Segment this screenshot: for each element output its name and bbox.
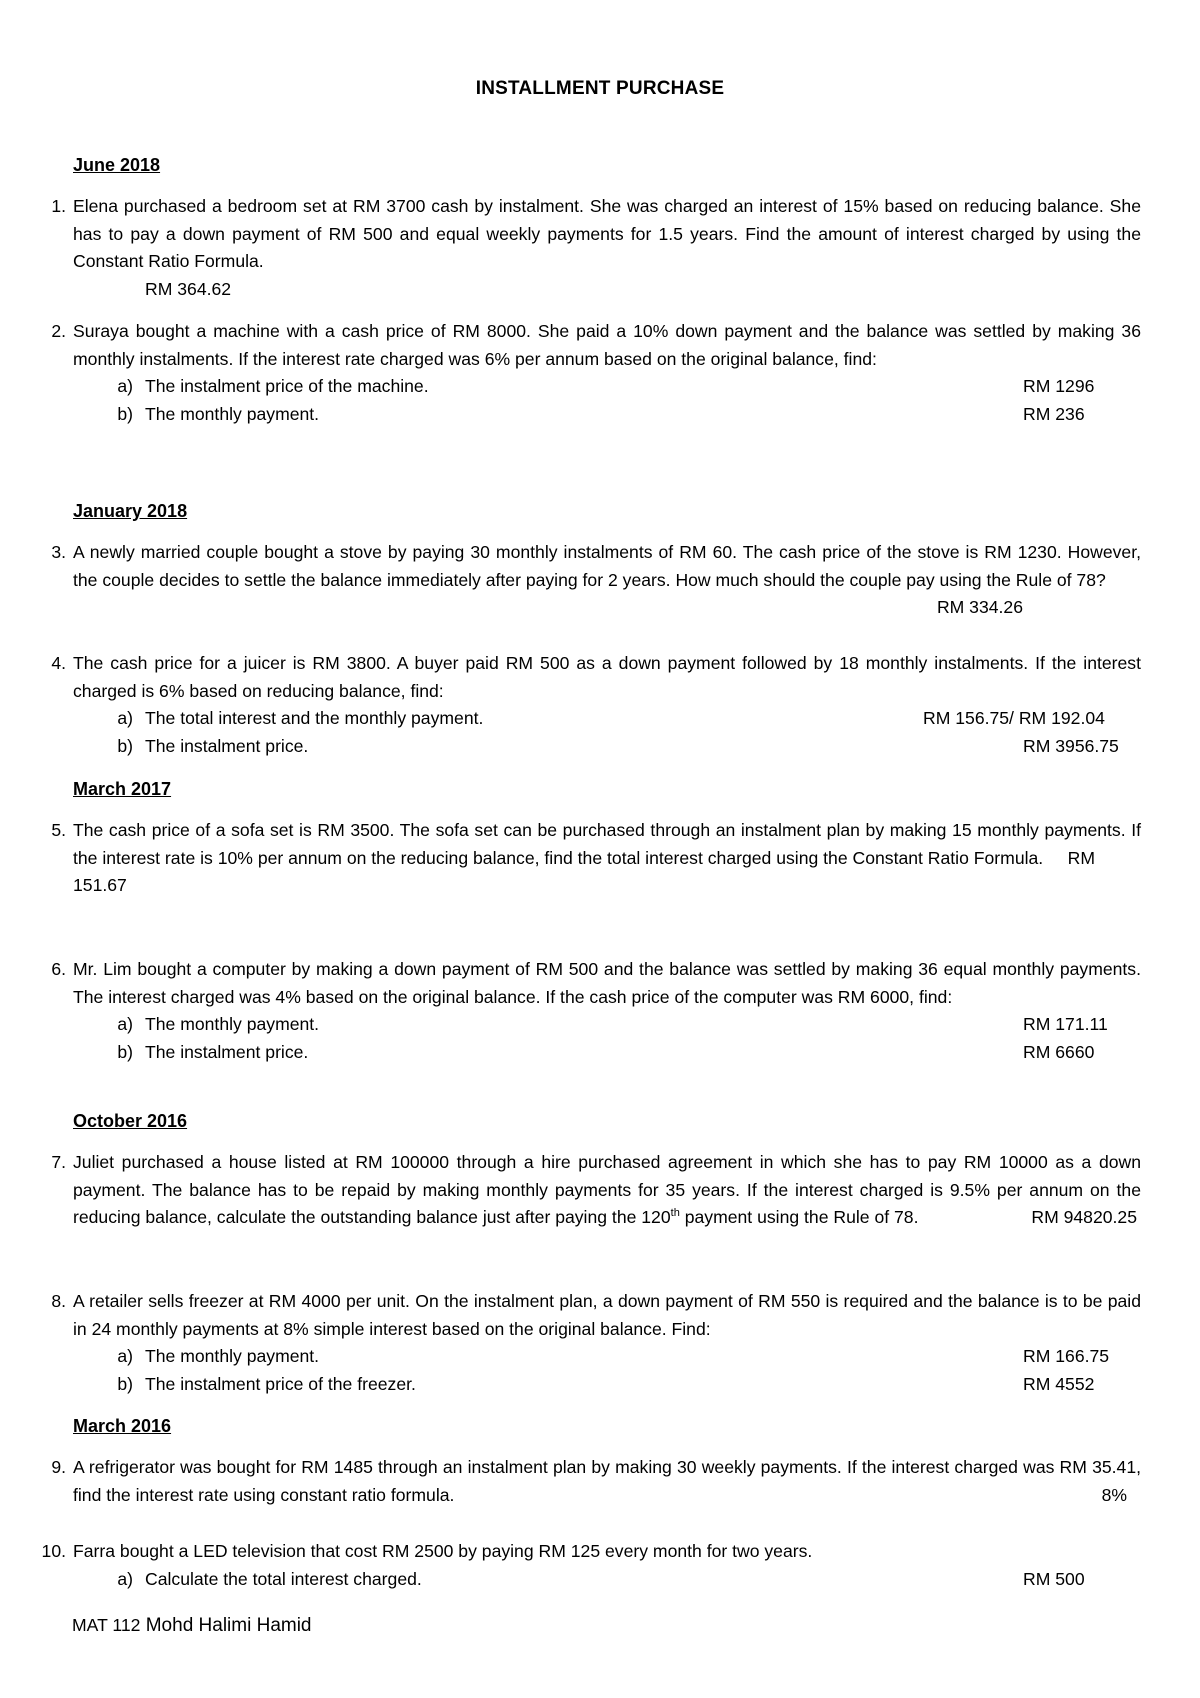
question-6: [51, 956, 1141, 1066]
part-text: The instalment price of the freezer.: [145, 1373, 416, 1394]
question-number: 7.: [51, 1152, 66, 1172]
section-heading-june-2018: June 2018: [73, 155, 161, 175]
page-title: INSTALLMENT PURCHASE: [475, 78, 725, 99]
question-8: [51, 1288, 1141, 1398]
author-name: Mohd Halimi Hamid: [145, 1615, 312, 1636]
page-footer: [72, 1615, 312, 1637]
question-answer: RM 364.62: [145, 278, 232, 299]
ordinal-suffix: th: [670, 1207, 680, 1220]
part-text: The monthly payment.: [145, 1346, 320, 1366]
question-part-b: [73, 1039, 1141, 1067]
question-number: 9.: [51, 1457, 66, 1477]
part-label: b): [117, 403, 133, 424]
question-1: [51, 193, 1141, 303]
question-number: 3.: [51, 542, 66, 562]
part-label: b): [117, 1373, 133, 1394]
question-text-continued: payment using the Rule of 78.: [679, 1207, 919, 1227]
part-label: a): [117, 376, 133, 396]
question-text: Juliet purchased a house listed at RM 100000 through a hire purchased agreement in which she has to pay RM 10000 as a down payment. The balance has to be repaid by making monthly payments for 35 years. If the interest charged is 9.5% per annum on the reducing balance, calculate the outstanding balance just after paying the 120: [73, 1152, 1141, 1227]
course-code: MAT 112: [72, 1615, 141, 1635]
part-label: b): [117, 735, 133, 756]
question-text: A retailer sells freezer at RM 4000 per unit. On the instalment plan, a down payment of RM 550 is required and the balance is to be paid in 24 monthly payments at 8% simple interest based on the original balance. Find:: [73, 1291, 1141, 1339]
question-number: 5.: [51, 820, 66, 840]
part-label: a): [117, 1346, 133, 1366]
question-text: Suraya bought a machine with a cash price of RM 8000. She paid a 10% down payment and the balance was settled by making 36 monthly instalments. If the interest rate charged was 6% per annum based on the original balance, find:: [73, 321, 1141, 369]
question-text: The cash price for a juicer is RM 3800. A buyer paid RM 500 as a down payment followed by 18 monthly instalments. If the interest charged is 6% based on reducing balance, find:: [73, 653, 1141, 701]
question-number: 4.: [51, 653, 66, 673]
question-number: 2.: [51, 321, 66, 341]
question-part-a: [73, 1011, 1141, 1039]
question-answer: 8%: [1101, 1484, 1127, 1505]
part-label: a): [117, 708, 133, 728]
question-9: [51, 1454, 1141, 1509]
part-answer: RM 4552: [1023, 1373, 1095, 1394]
question-text: Elena purchased a bedroom set at RM 3700 cash by instalment. She was charged an interest of 15% based on reducing balance. She has to pay a down payment of RM 500 and equal weekly payments for 1.5 years. Find the amount of interest charged by using the Constant Ratio Formula.: [73, 196, 1141, 271]
section-heading-january-2018: January 2018: [73, 501, 188, 521]
part-text: The total interest and the monthly payment.: [145, 708, 484, 728]
part-text: The instalment price.: [145, 735, 309, 756]
question-part-a: [73, 1566, 1141, 1594]
question-part-b: [73, 401, 1141, 429]
question-part-b: [73, 1371, 1141, 1399]
part-label: a): [117, 1568, 133, 1589]
section-heading-march-2017: March 2017: [73, 779, 172, 799]
part-text: The monthly payment.: [145, 1014, 320, 1034]
part-answer: RM 500: [1023, 1568, 1085, 1589]
part-answer: RM 171.11: [1023, 1014, 1108, 1034]
question-answer: RM: [1067, 847, 1095, 868]
question-number: 8.: [51, 1291, 66, 1311]
question-part-a: [73, 705, 1141, 733]
part-answer: RM 3956.75: [1023, 735, 1119, 756]
question-number: 10.: [41, 1541, 66, 1561]
part-text: The instalment price of the machine.: [145, 376, 429, 396]
part-text: The instalment price.: [145, 1041, 309, 1062]
question-part-b: [73, 733, 1141, 761]
part-label: b): [117, 1041, 133, 1062]
question-number: 6.: [51, 959, 66, 979]
part-answer: RM 166.75: [1023, 1346, 1110, 1366]
question-7: [51, 1149, 1141, 1232]
part-text: Calculate the total interest charged.: [145, 1568, 422, 1589]
question-3: [51, 539, 1141, 622]
question-part-a: [73, 373, 1141, 401]
question-text: Farra bought a LED television that cost RM 2500 by paying RM 125 every month for two years.: [73, 1541, 813, 1561]
question-number: 1.: [51, 196, 66, 216]
question-text: A newly married couple bought a stove by paying 30 monthly instalments of RM 60. The cash price of the stove is RM 1230. However, the couple decides to settle the balance immediately after paying for 2 years. How much should the couple pay using the Rule of 78?: [73, 542, 1141, 590]
question-text: A refrigerator was bought for RM 1485 through an instalment plan by making 30 weekly payments. If the interest charged was RM 35.41, find the interest rate using constant ratio formula.: [73, 1457, 1141, 1505]
part-answer: RM 1296: [1023, 376, 1095, 396]
question-text: The cash price of a sofa set is RM 3500. The sofa set can be purchased through an instalment plan by making 15 monthly payments. If the interest rate is 10% per annum on the reducing balance, find the total interest charged using the Constant Ratio Formula.: [73, 820, 1141, 868]
question-5: [51, 817, 1141, 900]
section-heading-october-2016: October 2016: [73, 1111, 188, 1131]
part-label: a): [117, 1014, 133, 1034]
question-10: [41, 1538, 1141, 1593]
question-part-a: [73, 1343, 1141, 1371]
question-4: [51, 650, 1141, 760]
part-text: The monthly payment.: [145, 403, 320, 424]
question-answer: RM 334.26: [936, 597, 1023, 617]
question-answer: RM 94820.25: [1031, 1207, 1137, 1227]
question-answer-continued: 151.67: [73, 875, 127, 895]
question-2: [51, 318, 1141, 428]
section-heading-march-2016: March 2016: [73, 1416, 172, 1436]
part-answer: RM 156.75/ RM 192.04: [923, 708, 1105, 728]
part-answer: RM 6660: [1023, 1041, 1095, 1062]
part-answer: RM 236: [1023, 403, 1085, 424]
question-text: Mr. Lim bought a computer by making a down payment of RM 500 and the balance was settled by making 36 equal monthly payments. The interest charged was 4% based on the original balance. If the cash price of the computer was RM 6000, find:: [73, 959, 1141, 1007]
